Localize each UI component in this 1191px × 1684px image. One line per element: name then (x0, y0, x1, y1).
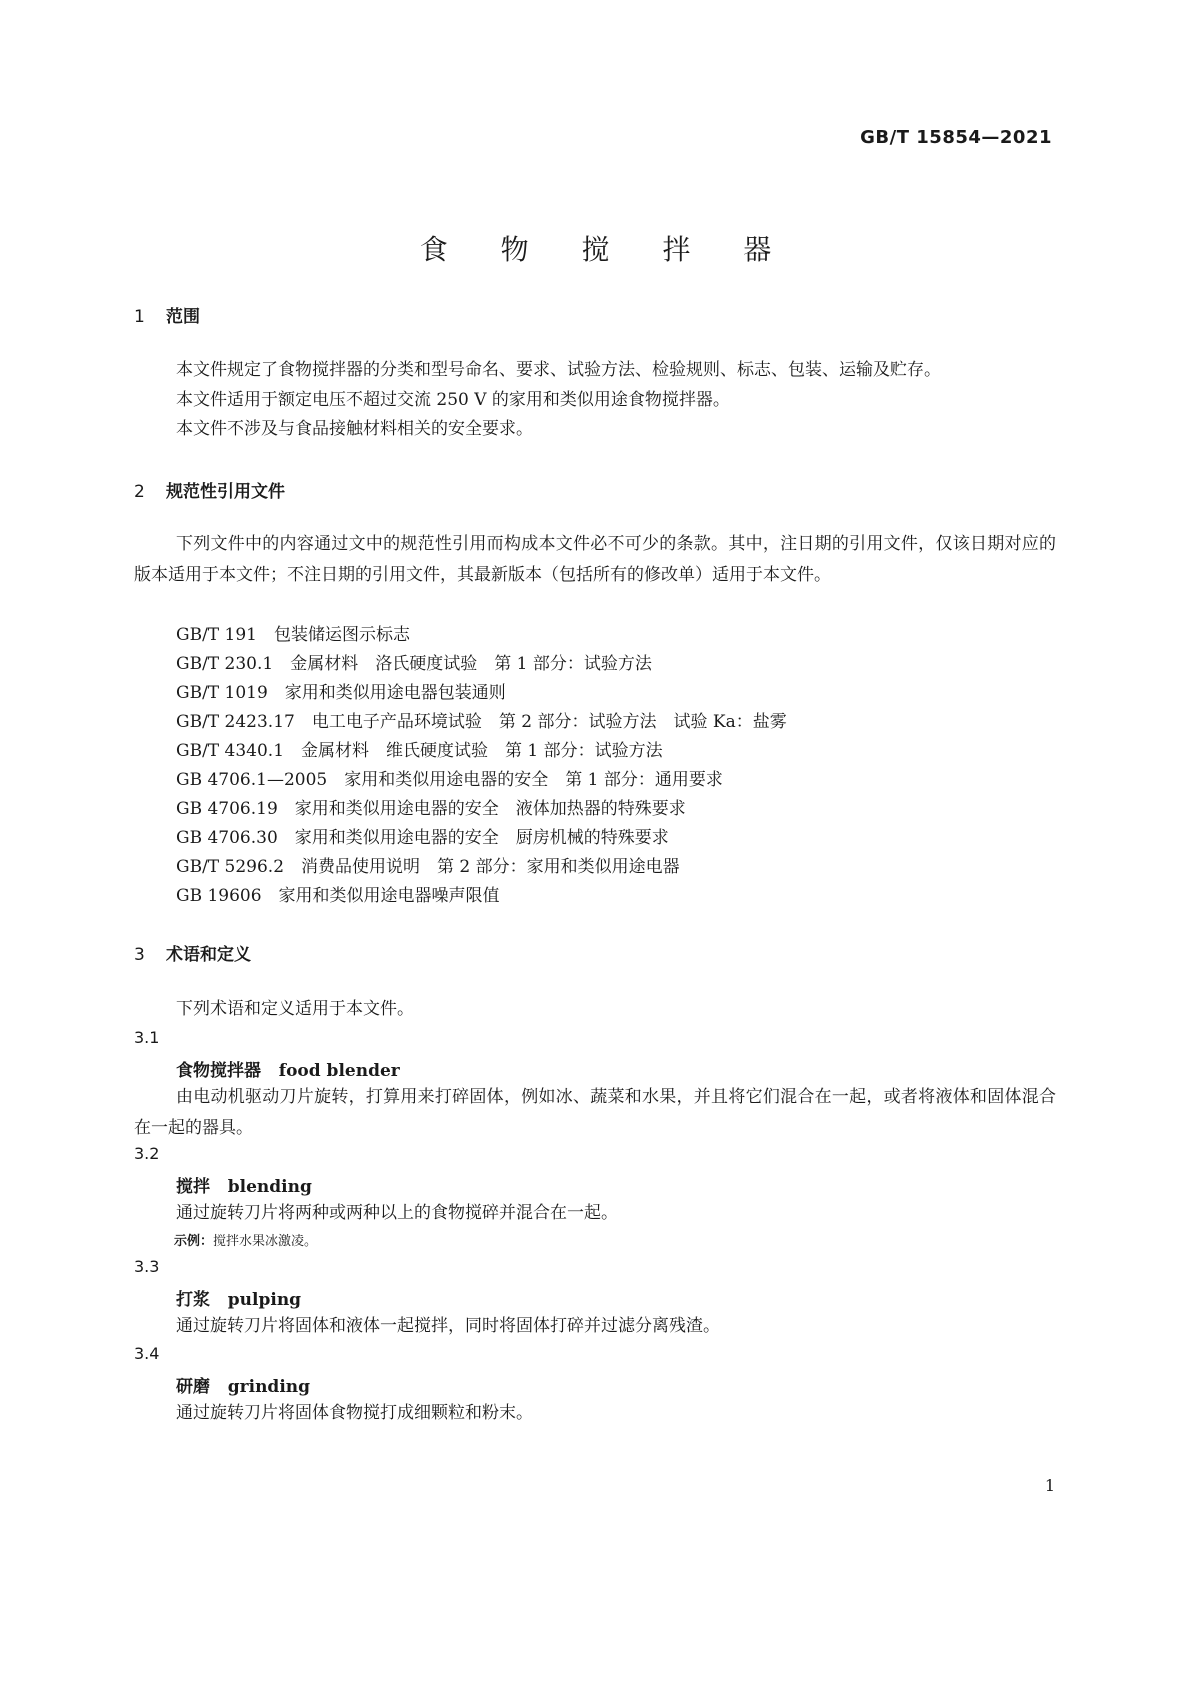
term-number: 3.3 (134, 1257, 160, 1276)
standard-code: GB/T 15854—2021 (860, 127, 1052, 148)
section-number: 1 (134, 307, 145, 327)
reference-item: GB/T 5296.2 消费品使用说明 第 2 部分：家用和类似用途电器 (176, 857, 680, 877)
term-number: 3.2 (134, 1144, 160, 1163)
reference-item: GB/T 230.1 金属材料 洛氏硬度试验 第 1 部分：试验方法 (176, 654, 652, 674)
term-definition: 由电动机驱动刀片旋转，打算用来打碎固体，例如冰、蔬菜和水果，并且将它们混合在一起，或者将液体和固体混合在一起的器具。 (134, 1087, 1056, 1138)
term-name (176, 1056, 400, 1081)
term-chinese: 打浆 (176, 1290, 210, 1310)
section-title: 规范性引用文件 (166, 482, 285, 502)
term-number: 3.4 (134, 1344, 160, 1363)
term-english: food blender (278, 1061, 400, 1081)
reference-item: GB 4706.30 家用和类似用途电器的安全 厨房机械的特殊要求 (176, 828, 669, 848)
reference-item: GB/T 1019 家用和类似用途电器包装通则 (176, 683, 506, 703)
section-2-heading (134, 477, 285, 502)
section-title: 术语和定义 (166, 945, 251, 965)
term-english: pulping (227, 1290, 302, 1310)
paragraph: 本文件不涉及与食品接触材料相关的安全要求。 (176, 419, 533, 439)
term-english: grinding (227, 1377, 311, 1397)
section-1-heading (134, 302, 200, 327)
term-name (176, 1172, 312, 1197)
term-chinese: 研磨 (176, 1377, 210, 1397)
term-name (176, 1372, 310, 1397)
reference-item: GB 4706.1—2005 家用和类似用途电器的安全 第 1 部分：通用要求 (176, 770, 723, 790)
reference-item: GB 19606 家用和类似用途电器噪声限值 (176, 886, 500, 906)
term-chinese: 食物搅拌器 (176, 1061, 261, 1081)
reference-item: GB/T 2423.17 电工电子产品环境试验 第 2 部分：试验方法 试验 Ka：盐雾 (176, 712, 787, 732)
example-text: 搅拌水果冰激凌。 (213, 1234, 318, 1249)
reference-item: GB/T 191 包装储运图示标志 (176, 625, 410, 645)
paragraph: 下列文件中的内容通过文中的规范性引用而构成本文件必不可少的条款。其中，注日期的引用文件，仅该日期对应的版本适用于本文件；不注日期的引用文件，其最新版本（包括所有的修改单）适用于本文件。 (134, 534, 1056, 585)
paragraph: 本文件规定了食物搅拌器的分类和型号命名、要求、试验方法、检验规则、标志、包装、运输及贮存。 (176, 360, 941, 380)
section-3-heading (134, 940, 251, 965)
page-number: 1 (1044, 1476, 1055, 1495)
example-label: 示例： (174, 1234, 214, 1249)
term-english: blending (227, 1177, 312, 1197)
term-name (176, 1285, 301, 1310)
section-number: 2 (134, 482, 145, 502)
term-definition: 通过旋转刀片将固体食物搅打成细颗粒和粉末。 (176, 1403, 533, 1423)
section-number: 3 (134, 945, 145, 965)
paragraph: 本文件适用于额定电压不超过交流 250 V 的家用和类似用途食物搅拌器。 (176, 390, 730, 410)
paragraph: 下列术语和定义适用于本文件。 (176, 999, 414, 1019)
term-chinese: 搅拌 (176, 1177, 210, 1197)
term-definition: 通过旋转刀片将固体和液体一起搅拌，同时将固体打碎并过滤分离残渣。 (176, 1316, 720, 1336)
reference-item: GB 4706.19 家用和类似用途电器的安全 液体加热器的特殊要求 (176, 799, 686, 819)
reference-item: GB/T 4340.1 金属材料 维氏硬度试验 第 1 部分：试验方法 (176, 741, 663, 761)
term-number: 3.1 (134, 1028, 160, 1047)
document-title: 食 物 搅 拌 器 (419, 233, 794, 266)
term-example (174, 1230, 317, 1249)
section-title: 范围 (166, 307, 200, 327)
term-definition: 通过旋转刀片将两种或两种以上的食物搅碎并混合在一起。 (176, 1203, 618, 1223)
